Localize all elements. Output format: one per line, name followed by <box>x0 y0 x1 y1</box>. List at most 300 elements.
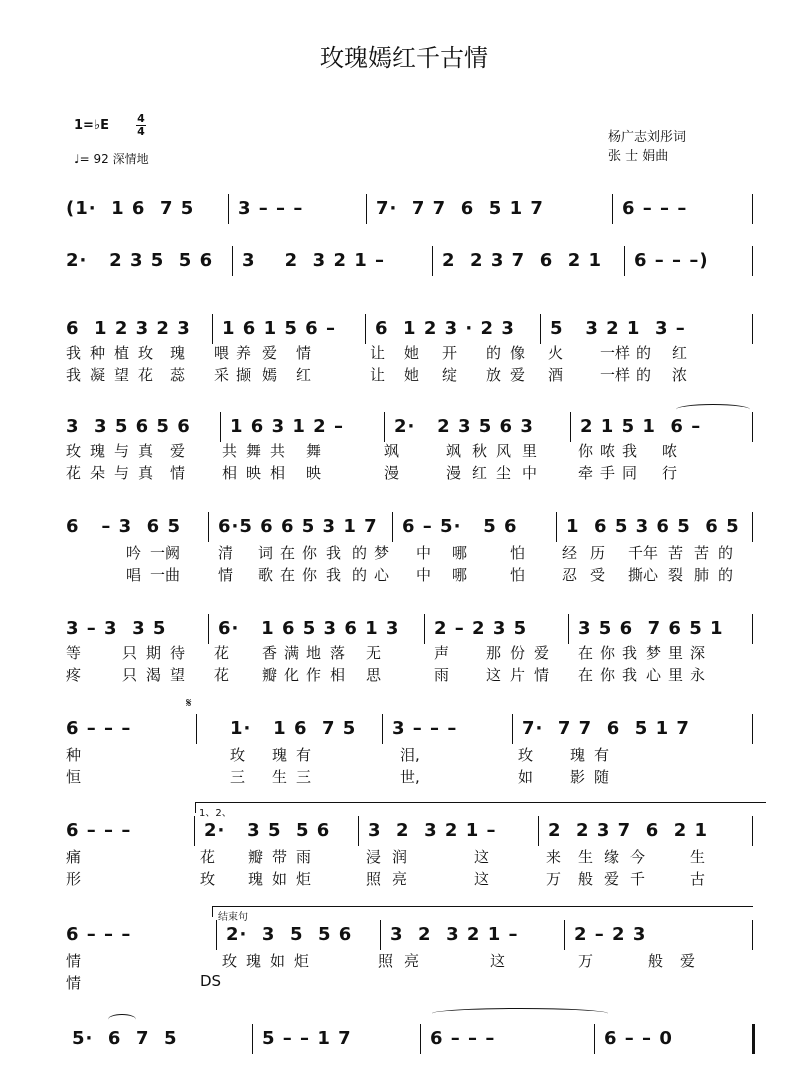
lyric-line <box>0 342 808 364</box>
lyric-syllable: 生 <box>690 848 706 866</box>
lyric-syllable: 开 <box>442 344 458 362</box>
lyric-syllable: 般 <box>578 870 594 888</box>
lyric-syllable: 撕心 <box>628 566 659 584</box>
lyric-syllable: 玫 <box>138 344 154 362</box>
measure: 6 – – – <box>66 924 132 945</box>
lyric-syllable: 那 <box>486 644 502 662</box>
barline <box>752 412 753 442</box>
barline <box>216 920 217 950</box>
lyric-syllable: 般 <box>648 952 664 970</box>
lyric-syllable: 亮 <box>404 952 420 970</box>
lyric-syllable: 火 <box>548 344 564 362</box>
lyric-syllable: 爱 <box>510 366 526 384</box>
barline <box>752 920 753 950</box>
barline <box>424 614 425 644</box>
lyric-line <box>0 744 808 766</box>
lyric-syllable: 爱 <box>262 344 278 362</box>
lyric-syllable: 千 <box>630 870 646 888</box>
lyric-line <box>0 664 808 686</box>
lyric-line <box>0 766 808 788</box>
barline <box>556 512 557 542</box>
measure: 3 – – – <box>238 198 304 219</box>
lyric-syllable: 历 <box>590 544 606 562</box>
notation-row <box>0 318 808 344</box>
measure: 6·5 6 6 5 3 1 7 <box>218 516 378 537</box>
measure: 2 2 3 7 6 2 1 <box>442 250 603 271</box>
measure: 6· 1 6 5 3 6 1 3 <box>218 618 400 639</box>
lyric-syllable: 忍 <box>562 566 578 584</box>
barline <box>212 314 213 344</box>
barline <box>512 714 513 744</box>
notation-row <box>0 416 808 442</box>
barline <box>432 246 433 276</box>
lyric-syllable: 一样 <box>600 344 631 362</box>
lyric-syllable: 词 <box>258 544 274 562</box>
notation-row <box>0 1028 808 1054</box>
lyric-syllable: 我 <box>66 344 82 362</box>
lyric-syllable: 世, <box>400 768 420 786</box>
lyric-syllable: 你 <box>302 544 318 562</box>
barline <box>382 714 383 744</box>
lyric-syllable: 花 <box>200 848 216 866</box>
measure: 6 – – – <box>622 198 688 219</box>
measure: 1 6 3 1 2 – <box>230 416 344 437</box>
lyric-syllable: 恒 <box>66 768 82 786</box>
lyric-syllable: 形 <box>66 870 82 888</box>
lyric-syllable: 在 <box>280 566 296 584</box>
lyric-syllable: 吟 <box>126 544 142 562</box>
barline <box>612 194 613 224</box>
lyric-syllable: 如 <box>270 952 286 970</box>
lyric-syllable: 共 <box>222 442 238 460</box>
measure: 7· 7 7 6 5 1 7 <box>522 718 690 739</box>
measure: 2· 3 5 5 6 <box>226 924 353 945</box>
lyric-line <box>0 846 808 868</box>
measure: 2· 2 3 5 5 6 <box>66 250 214 271</box>
lyric-line <box>0 642 808 664</box>
lyric-syllable: 嫣 <box>262 366 278 384</box>
lyric-syllable: 我 <box>622 442 638 460</box>
measure: 2 1 5 1 6 – <box>580 416 702 437</box>
lyric-syllable: 像 <box>510 344 526 362</box>
lyric-syllable: 的 <box>352 566 368 584</box>
measure: 3 2 3 2 1 – <box>390 924 519 945</box>
lyric-syllable: 相 <box>270 464 286 482</box>
barline <box>196 714 197 744</box>
barline <box>228 194 229 224</box>
lyric-syllable: 朵 <box>90 464 106 482</box>
key-signature: 1=♭E <box>74 118 109 133</box>
measure: 2· 2 3 5 6 3 <box>394 416 534 437</box>
lyric-syllable: 瑰 <box>170 344 186 362</box>
lyric-syllable: 种 <box>66 746 82 764</box>
barline <box>568 614 569 644</box>
lyric-syllable: 你 <box>578 442 594 460</box>
lyric-syllable: 种 <box>90 344 106 362</box>
lyric-syllable: 玫 <box>518 746 534 764</box>
lyric-syllable: 哪 <box>452 544 468 562</box>
lyric-syllable: 瓣 <box>248 848 264 866</box>
lyric-syllable: 今 <box>630 848 646 866</box>
lyric-syllable: 一样 <box>600 366 631 384</box>
lyric-syllable: 裂 <box>668 566 684 584</box>
lyric-syllable: 中 <box>522 464 538 482</box>
lyric-syllable: 情 <box>170 464 186 482</box>
lyric-syllable: 歌 <box>258 566 274 584</box>
lyric-syllable: 凝 <box>90 366 106 384</box>
lyric-syllable: 这 <box>490 952 506 970</box>
barline <box>366 194 367 224</box>
barline <box>752 512 753 542</box>
lyric-syllable: 望 <box>170 666 186 684</box>
lyric-syllable: 中 <box>416 544 432 562</box>
lyric-syllable: 来 <box>546 848 562 866</box>
notation-row <box>0 618 808 644</box>
measure: (1· 1 6 7 5 <box>66 198 195 219</box>
coda-label: 结束句 <box>218 912 248 923</box>
measure: 3 5 6 7 6 5 1 <box>578 618 724 639</box>
lyric-syllable: 浸 <box>366 848 382 866</box>
lyric-syllable: 照 <box>378 952 394 970</box>
barline <box>752 194 753 224</box>
time-signature <box>136 114 146 137</box>
lyric-syllable: 哝 <box>600 442 616 460</box>
barline <box>594 1024 595 1054</box>
lyric-syllable: 哝 <box>662 442 678 460</box>
lyric-syllable: 带 <box>272 848 288 866</box>
volta-label: 1、2、 <box>199 808 232 819</box>
lyric-syllable: 有 <box>594 746 610 764</box>
lyric-syllable: 痛 <box>66 848 82 866</box>
lyric-syllable: 里 <box>522 442 538 460</box>
lyric-syllable: 她 <box>404 344 420 362</box>
lyric-syllable: 爱 <box>170 442 186 460</box>
lyric-syllable: 爱 <box>604 870 620 888</box>
segno-mark: 𝄋 <box>186 696 192 711</box>
lyric-syllable: 我 <box>622 666 638 684</box>
lyricist: 杨广志刘彤词 <box>608 130 687 145</box>
composer: 张 士 娟曲 <box>608 149 669 164</box>
lyric-syllable: 怕 <box>510 544 526 562</box>
lyric-syllable: 红 <box>472 464 488 482</box>
lyric-syllable: 酒 <box>548 366 564 384</box>
lyric-syllable: 这 <box>474 848 490 866</box>
lyric-syllable: 让 <box>370 366 386 384</box>
lyric-syllable: 满 <box>284 644 300 662</box>
barline <box>358 816 359 846</box>
measure: 2 2 3 7 6 2 1 <box>548 820 709 841</box>
measure: 6 – 5· 5 6 <box>402 516 518 537</box>
lyric-syllable: 花 <box>66 464 82 482</box>
lyric-syllable: 里 <box>668 644 684 662</box>
measure: 1 6 1 5 6 – <box>222 318 336 339</box>
lyric-syllable: 在 <box>280 544 296 562</box>
lyric-syllable: 漫 <box>384 464 400 482</box>
lyric-syllable: 真 <box>138 464 154 482</box>
time-sig-bottom: 4 <box>137 125 145 138</box>
lyric-syllable: 这 <box>474 870 490 888</box>
lyric-syllable: 你 <box>600 644 616 662</box>
barline <box>752 714 753 744</box>
measure: 2· 3 5 5 6 <box>204 820 331 841</box>
lyric-syllable: 苦 <box>694 544 710 562</box>
lyric-syllable: 你 <box>600 666 616 684</box>
lyric-syllable: 飒 <box>446 442 462 460</box>
lyric-syllable: 生 <box>578 848 594 866</box>
lyric-syllable: 玫 <box>230 746 246 764</box>
lyric-syllable: 怕 <box>510 566 526 584</box>
lyric-syllable: 与 <box>114 442 130 460</box>
lyric-line <box>0 462 808 484</box>
lyric-line <box>0 440 808 462</box>
lyric-syllable: 如 <box>518 768 534 786</box>
lyric-syllable: 秋 <box>472 442 488 460</box>
notation-row <box>0 516 808 542</box>
lyric-syllable: 这 <box>486 666 502 684</box>
lyric-syllable: 的 <box>636 344 652 362</box>
measure: 6 – 3 6 5 <box>66 516 181 537</box>
lyric-syllable: 飒 <box>384 442 400 460</box>
lyric-syllable: 爱 <box>534 644 550 662</box>
measure: 2 – 2 3 <box>574 924 647 945</box>
lyric-syllable: 无 <box>366 644 382 662</box>
barline <box>570 412 571 442</box>
measure: 3 – 3 3 5 <box>66 618 167 639</box>
lyric-syllable: 植 <box>114 344 130 362</box>
lyric-syllable: 望 <box>114 366 130 384</box>
measure: 5· 6 7 5 <box>72 1028 178 1049</box>
barline <box>752 614 753 644</box>
lyric-syllable: 永 <box>690 666 706 684</box>
time-sig-top: 4 <box>137 112 145 125</box>
lyric-syllable: 风 <box>496 442 512 460</box>
lyric-syllable: 润 <box>392 848 408 866</box>
lyric-syllable: 苦 <box>668 544 684 562</box>
barline <box>384 412 385 442</box>
lyric-syllable: 玫 <box>66 442 82 460</box>
barline <box>752 246 753 276</box>
lyric-syllable: 瑰 <box>272 746 288 764</box>
lyric-syllable: 缘 <box>604 848 620 866</box>
lyric-syllable: 舞 <box>246 442 262 460</box>
lyric-syllable: 万 <box>546 870 562 888</box>
lyric-syllable: 我 <box>66 366 82 384</box>
tempo-marking: ♩= 92 深情地 <box>74 152 149 166</box>
lyric-syllable: 在 <box>578 644 594 662</box>
lyric-line <box>0 364 808 386</box>
measure: 6 – – – <box>66 820 132 841</box>
coda-bracket <box>212 906 753 917</box>
lyric-syllable: 三 <box>296 768 312 786</box>
notation-row <box>0 718 808 744</box>
lyric-syllable: 雨 <box>296 848 312 866</box>
lyric-syllable: 清 <box>218 544 234 562</box>
lyric-syllable: 情 <box>218 566 234 584</box>
lyric-syllable: 深 <box>690 644 706 662</box>
lyric-syllable: 红 <box>296 366 312 384</box>
lyric-syllable: 雨 <box>434 666 450 684</box>
lyric-syllable: 肺 <box>694 566 710 584</box>
lyric-syllable: 在 <box>578 666 594 684</box>
lyric-syllable: 让 <box>370 344 386 362</box>
notation-row <box>0 198 808 224</box>
lyric-syllable: 牵 <box>578 464 594 482</box>
lyric-syllable: 生 <box>272 768 288 786</box>
lyric-syllable: 浓 <box>672 366 688 384</box>
lyric-syllable: 瑰 <box>90 442 106 460</box>
lyric-syllable: 一曲 <box>150 566 181 584</box>
barline <box>365 314 366 344</box>
lyric-line <box>0 868 808 890</box>
lyric-syllable: 玫 <box>222 952 238 970</box>
lyric-syllable: 落 <box>330 644 346 662</box>
lyric-syllable: 古 <box>690 870 706 888</box>
barline <box>208 512 209 542</box>
barline <box>752 816 753 846</box>
barline <box>420 1024 421 1054</box>
lyric-syllable: 的 <box>352 544 368 562</box>
lyric-syllable: 爱 <box>680 952 696 970</box>
lyric-syllable: 我 <box>326 544 342 562</box>
lyric-syllable: 随 <box>594 768 610 786</box>
barline <box>252 1024 253 1054</box>
measure: 6 – – –) <box>634 250 709 271</box>
lyric-syllable: 漫 <box>446 464 462 482</box>
lyric-syllable: 喂 <box>214 344 230 362</box>
lyric-syllable: 化 <box>284 666 300 684</box>
lyric-syllable: 她 <box>404 366 420 384</box>
lyric-syllable: 相 <box>330 666 346 684</box>
lyric-syllable: 行 <box>662 464 678 482</box>
lyric-syllable: 的 <box>718 544 734 562</box>
barline <box>194 816 195 846</box>
lyric-syllable: 渴 <box>146 666 162 684</box>
lyric-syllable: 只 <box>122 666 138 684</box>
measure: 1· 1 6 7 5 <box>230 718 357 739</box>
lyric-syllable: 待 <box>170 644 186 662</box>
tie-arc <box>108 1014 136 1025</box>
lyric-syllable: 舞 <box>306 442 322 460</box>
barline <box>392 512 393 542</box>
lyric-syllable: 期 <box>146 644 162 662</box>
lyric-syllable: 梦 <box>374 544 390 562</box>
lyric-syllable: 手 <box>600 464 616 482</box>
lyric-syllable: 照 <box>366 870 382 888</box>
lyric-syllable: 作 <box>306 666 322 684</box>
notation-row <box>0 924 808 950</box>
lyric-syllable: 片 <box>510 666 526 684</box>
lyric-syllable: 心 <box>374 566 390 584</box>
lyric-syllable: 花 <box>214 644 230 662</box>
lyric-syllable: 声 <box>434 644 450 662</box>
lyric-syllable: 情 <box>534 666 550 684</box>
lyric-syllable: 思 <box>366 666 382 684</box>
lyric-syllable: 同 <box>622 464 638 482</box>
lyric-syllable: 的 <box>718 566 734 584</box>
volta-bracket <box>195 802 766 813</box>
lyric-syllable: 瑰 <box>248 870 264 888</box>
lyric-syllable: 中 <box>416 566 432 584</box>
lyric-syllable: 情 <box>66 952 82 970</box>
lyric-syllable: 里 <box>668 666 684 684</box>
barline <box>752 1024 755 1054</box>
barline <box>232 246 233 276</box>
lyric-syllable: 一阙 <box>150 544 181 562</box>
lyric-syllable: 份 <box>510 644 526 662</box>
measure: 3 2 3 2 1 – <box>242 250 386 271</box>
lyric-syllable: 只 <box>122 644 138 662</box>
barline <box>380 920 381 950</box>
lyric-syllable: 蕊 <box>170 366 186 384</box>
lyric-syllable: 心 <box>646 666 662 684</box>
tie-arc <box>432 1008 608 1019</box>
lyric-syllable: 情 <box>66 974 82 992</box>
lyric-syllable: 真 <box>138 442 154 460</box>
lyric-syllable: 地 <box>306 644 322 662</box>
notation-row <box>0 820 808 846</box>
barline <box>624 246 625 276</box>
measure: 6 – – 0 <box>604 1028 673 1049</box>
lyric-syllable: 三 <box>230 768 246 786</box>
lyric-syllable: 影 <box>570 768 586 786</box>
lyric-syllable: 千年 <box>628 544 659 562</box>
lyric-syllable: 绽 <box>442 366 458 384</box>
lyric-syllable: 你 <box>302 566 318 584</box>
barline <box>752 314 753 344</box>
barline <box>208 614 209 644</box>
lyric-syllable: 共 <box>270 442 286 460</box>
lyric-line <box>0 564 808 586</box>
lyric-syllable: 万 <box>578 952 594 970</box>
lyric-syllable: 采 <box>214 366 230 384</box>
lyric-syllable: 疼 <box>66 666 82 684</box>
lyric-syllable: 的 <box>486 344 502 362</box>
lyric-line <box>0 950 808 972</box>
measure: 5 – – 1 7 <box>262 1028 352 1049</box>
lyric-syllable: 唱 <box>126 566 142 584</box>
measure: 5 3 2 1 3 – <box>550 318 686 339</box>
tie-arc <box>676 404 750 415</box>
measure: 1 6 5 3 6 5 6 5 <box>566 516 740 537</box>
lyric-syllable: DS <box>200 972 222 990</box>
lyric-syllable: 哪 <box>452 566 468 584</box>
lyric-syllable: 瑰 <box>570 746 586 764</box>
barline <box>538 816 539 846</box>
lyric-syllable: 经 <box>562 544 578 562</box>
lyric-syllable: 炬 <box>294 952 310 970</box>
measure: 3 3 5 6 5 6 <box>66 416 191 437</box>
measure: 7· 7 7 6 5 1 7 <box>376 198 544 219</box>
measure: 2 – 2 3 5 <box>434 618 528 639</box>
lyric-syllable: 相 <box>222 464 238 482</box>
lyric-syllable: 炬 <box>296 870 312 888</box>
lyric-syllable: 泪, <box>400 746 420 764</box>
lyric-syllable: 撷 <box>236 366 252 384</box>
lyric-syllable: 花 <box>138 366 154 384</box>
lyric-syllable: 情 <box>296 344 312 362</box>
lyric-syllable: 玫 <box>200 870 216 888</box>
measure: 3 – – – <box>392 718 458 739</box>
barline <box>564 920 565 950</box>
lyric-syllable: 放 <box>486 366 502 384</box>
measure: 6 – – – <box>66 718 132 739</box>
lyric-syllable: 尘 <box>496 464 512 482</box>
lyric-syllable: 与 <box>114 464 130 482</box>
lyric-syllable: 我 <box>622 644 638 662</box>
measure: 6 1 2 3 · 2 3 <box>375 318 515 339</box>
barline <box>540 314 541 344</box>
credits <box>608 128 686 166</box>
